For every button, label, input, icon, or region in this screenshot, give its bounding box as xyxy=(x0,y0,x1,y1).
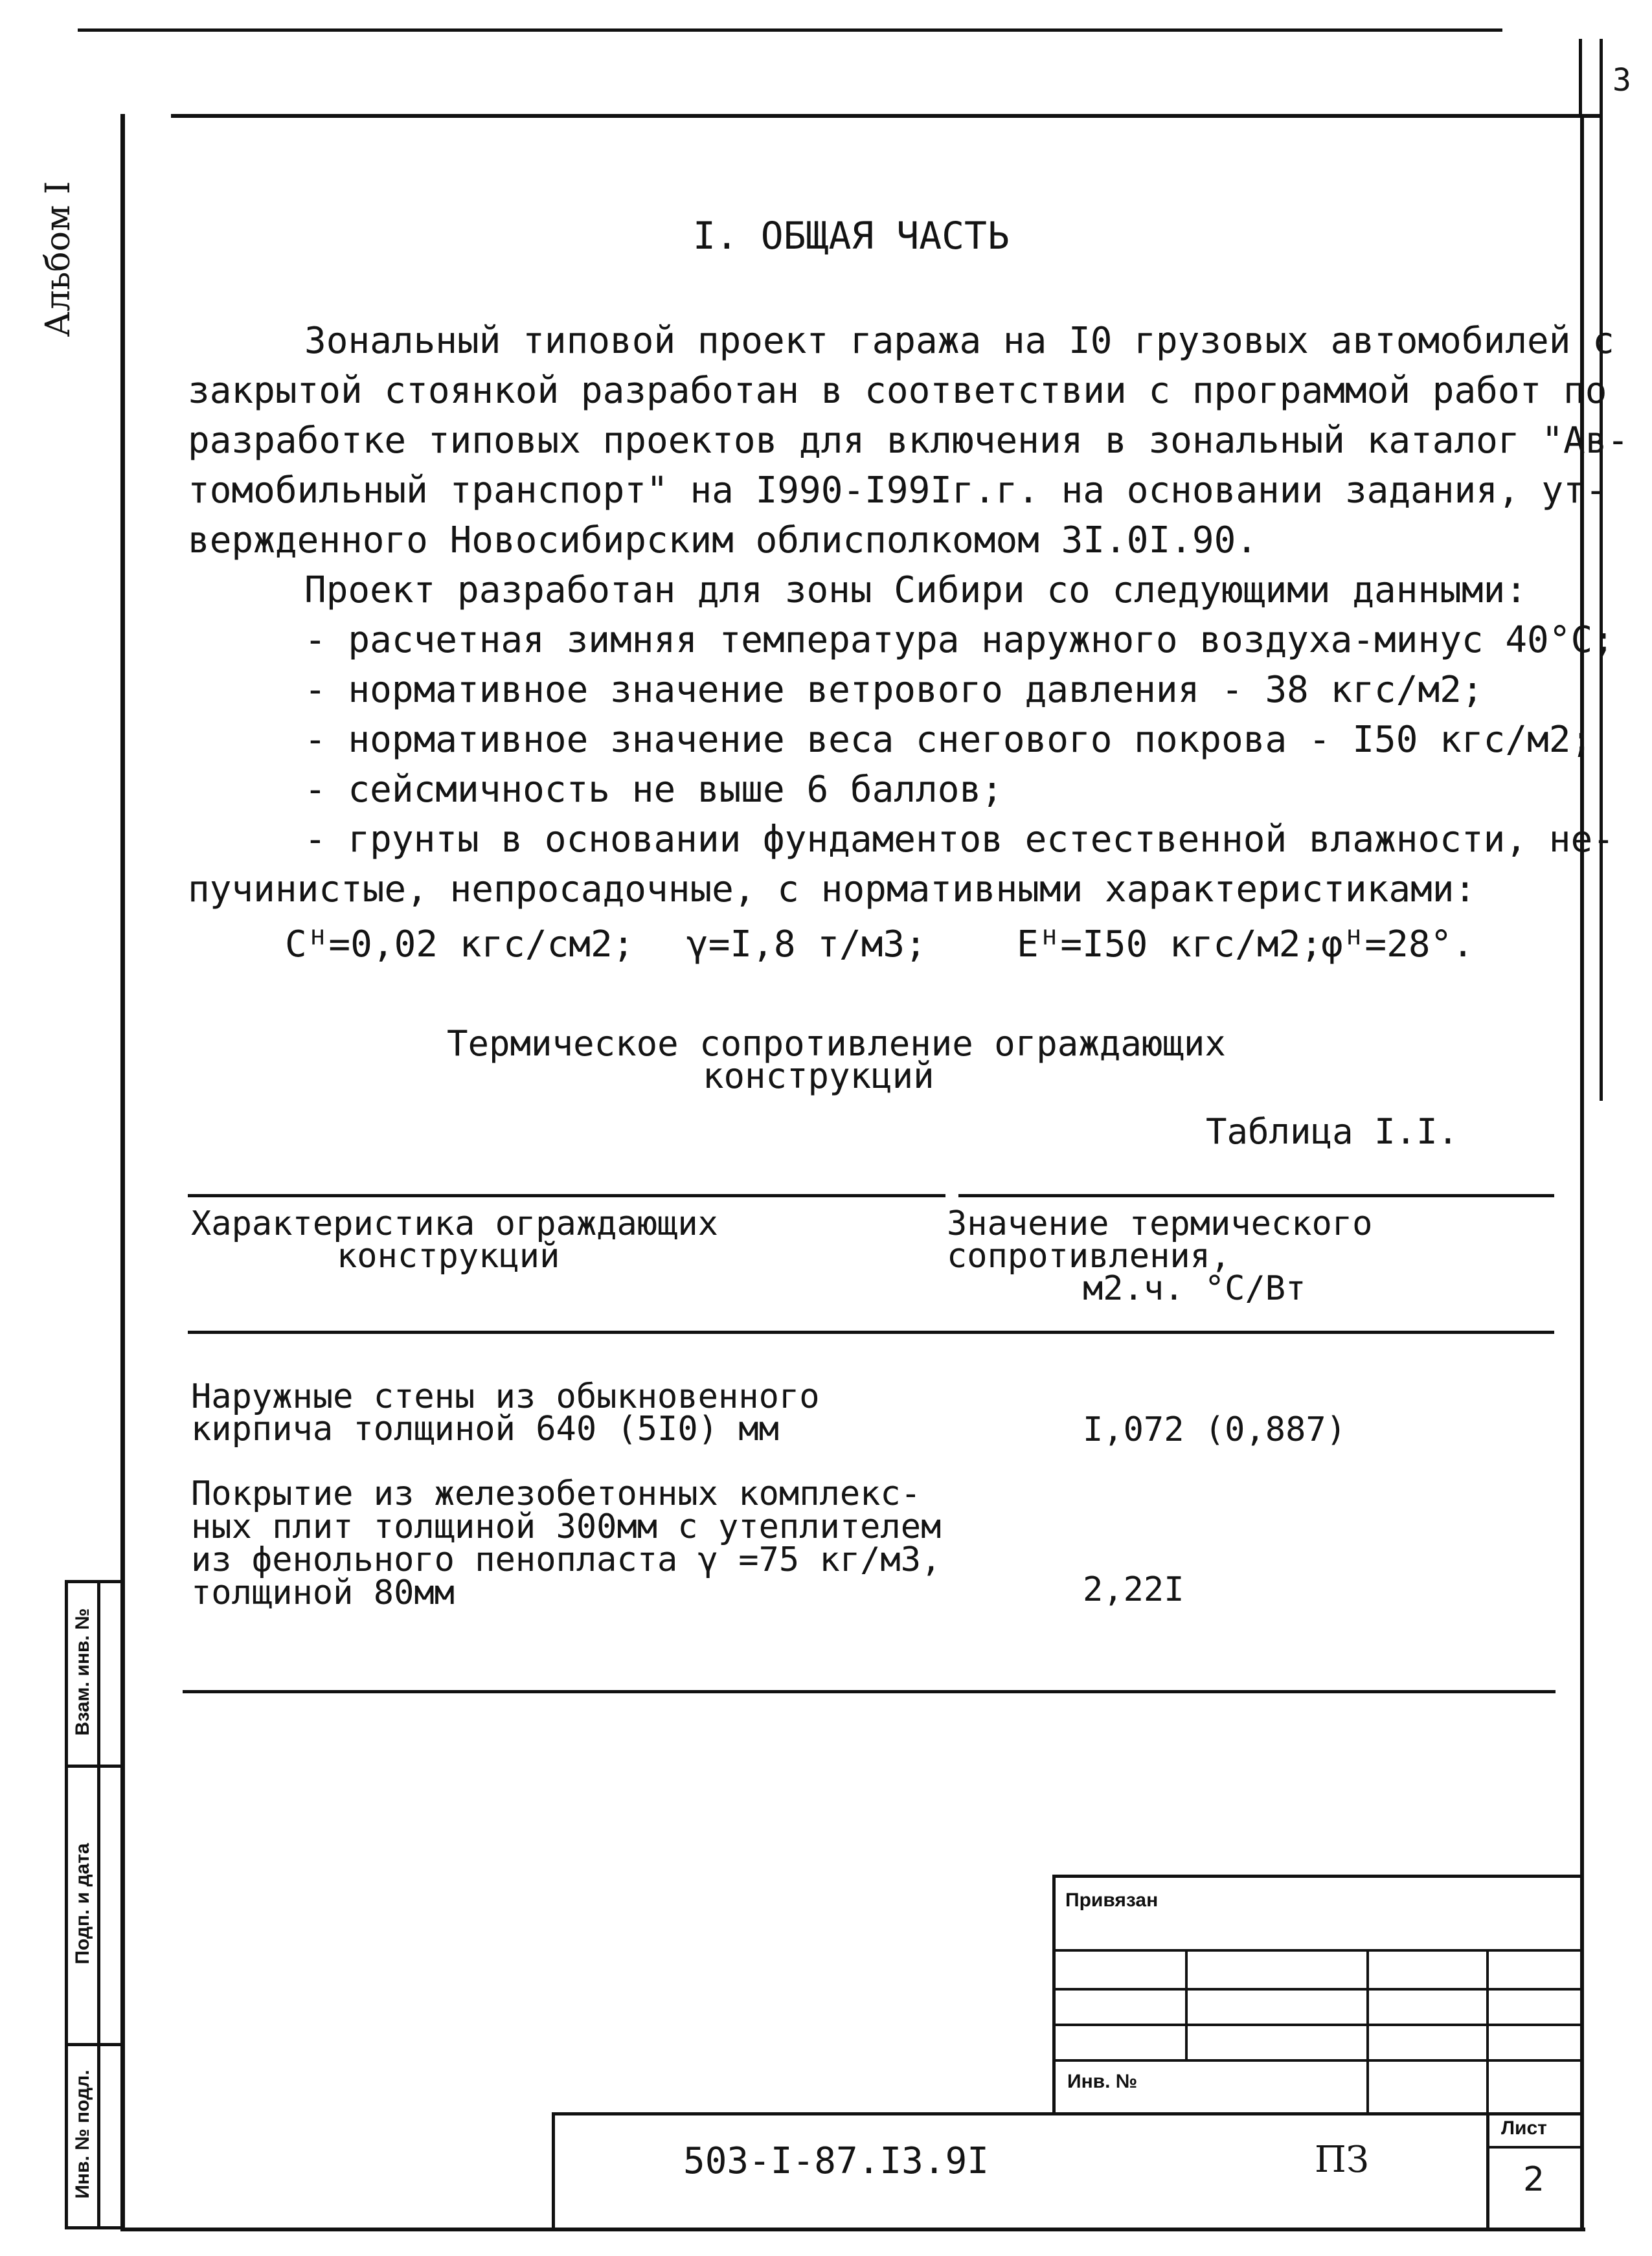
stamp-left xyxy=(1052,1875,1056,2114)
row1-desc-line: кирпича толщиной 640 (5I0) мм xyxy=(191,1410,779,1449)
stamp-col3 xyxy=(1486,1949,1489,2114)
header-col1-line2: конструкций xyxy=(337,1237,560,1276)
stamp-row4 xyxy=(1052,2059,1582,2062)
row2-value: 2,22I xyxy=(1083,1570,1184,1609)
intro-line: вержденного Новосибирским облисполкомом 3I.0I.90. xyxy=(188,519,1258,561)
stamp-inv-no: Инв. № xyxy=(1067,2071,1138,2092)
row2-desc-line: толщиной 80мм xyxy=(191,1574,455,1612)
top-margin-line xyxy=(78,28,1502,32)
list-item: - сейсмичность не выше 6 баллов; xyxy=(304,769,1003,811)
list-item: - расчетная зимняя температура наружного воздуха-минус 40°С; xyxy=(304,619,1614,661)
list-item: - нормативное значение ветрового давления - 38 кгс/м2; xyxy=(304,669,1484,711)
stamp-top xyxy=(1052,1875,1582,1878)
row2-desc-line: Покрытие из железобетонных комплекс- xyxy=(191,1474,922,1513)
param-e: Eᴴ=I50 кгс/м2; xyxy=(1017,923,1323,965)
corner-box-left xyxy=(1579,39,1582,117)
side-strip-left xyxy=(65,1580,68,2228)
stamp-col2 xyxy=(1366,1949,1369,2114)
table-title-line2: конструкций xyxy=(703,1055,934,1096)
table-top-rule-left xyxy=(188,1194,945,1197)
frame-top xyxy=(171,114,1602,118)
list-item: - нормативное значение веса снегового покрова - I50 кгс/м2; xyxy=(304,719,1593,761)
list-item: пучинистые, непросадочные, с нормативными характеристиками: xyxy=(188,868,1477,910)
param-gamma: γ=I,8 т/м3; xyxy=(686,923,927,965)
table-row xyxy=(191,1474,942,1612)
table-top-rule-right xyxy=(958,1194,1554,1197)
table-header-col2 xyxy=(947,1204,1373,1308)
doc-block-top xyxy=(552,2112,1581,2115)
header-col1-line1: Характеристика ограждающих xyxy=(191,1204,718,1243)
header-col2-line1: Значение термического xyxy=(947,1204,1373,1243)
header-col2-line3: м2.ч. °С/Вт xyxy=(1083,1269,1306,1308)
row1-value: I,072 (0,887) xyxy=(1083,1410,1346,1449)
stamp-row1 xyxy=(1052,1949,1582,1952)
table-row xyxy=(191,1377,820,1449)
data-intro: Проект разработан для зоны Сибири со следующими данными: xyxy=(304,569,1528,611)
stamp-row2 xyxy=(1052,1988,1582,1991)
document-code: 503-I-87.I3.9I xyxy=(683,2140,990,2182)
sheet-corner-number: 3 xyxy=(1612,62,1631,98)
list-item: - грунты в основании фундаментов естественной влажности, не- xyxy=(304,818,1614,861)
site-data-list xyxy=(188,565,1614,914)
side-strip-div1 xyxy=(65,1765,123,1768)
intro-line: закрытой стоянкой разработан в соответствии с программой работ по xyxy=(188,370,1607,412)
table-bottom-rule xyxy=(183,1690,1556,1693)
intro-line: Зональный типовой проект гаража на I0 грузовых автомобилей с xyxy=(304,320,1614,362)
stamp-col1 xyxy=(1185,1949,1188,2059)
doc-block-list-sep xyxy=(1486,2112,1489,2229)
intro-line: томобильный транспорт" на I990-I99Iг.г. на основании задания, ут- xyxy=(188,469,1607,512)
table-label: Таблица I.I. xyxy=(1206,1111,1459,1152)
doc-block-left xyxy=(552,2112,555,2229)
frame-bottom xyxy=(120,2228,1585,2231)
table-title-line1: Термическое сопротивление ограждающих xyxy=(447,1023,1226,1064)
header-col2-line2: сопротивления, xyxy=(947,1237,1231,1276)
param-phi: φᴴ=28°. xyxy=(1321,923,1475,965)
table-header-rule xyxy=(188,1331,1554,1334)
table-header-col1 xyxy=(191,1204,718,1276)
stamp-privyazan: Привязан xyxy=(1065,1889,1159,1911)
side-label-podp: Подп. и дата xyxy=(72,1843,93,1965)
side-label-vzam: Взам. инв. № xyxy=(72,1608,93,1736)
side-label-inv-podl: Инв. № подл. xyxy=(72,2070,93,2199)
doc-block-list-row xyxy=(1486,2146,1582,2149)
side-strip-bottom xyxy=(65,2226,123,2229)
section-code: ПЗ xyxy=(1315,2139,1369,2181)
side-strip-mid xyxy=(97,1580,100,2228)
album-label: Альбом I xyxy=(39,181,78,337)
intro-paragraph xyxy=(188,316,1629,565)
param-c: Сᴴ=0,02 кгс/см2; xyxy=(285,923,635,965)
frame-left xyxy=(120,114,125,2231)
sheet-label: Лист xyxy=(1501,2117,1547,2139)
intro-line: разработке типовых проектов для включения в зональный каталог "Ав- xyxy=(188,420,1629,462)
row2-desc-line: ных плит толщиной 300мм с утеплителем xyxy=(191,1507,942,1546)
page-title: I. ОБЩАЯ ЧАСТЬ xyxy=(693,214,1010,258)
sheet-number: 2 xyxy=(1523,2160,1545,2199)
row1-desc-line: Наружные стены из обыкновенного xyxy=(191,1377,820,1416)
stamp-row3 xyxy=(1052,2024,1582,2026)
row2-desc-line: из фенольного пенопласта γ =75 кг/м3, xyxy=(191,1540,942,1579)
